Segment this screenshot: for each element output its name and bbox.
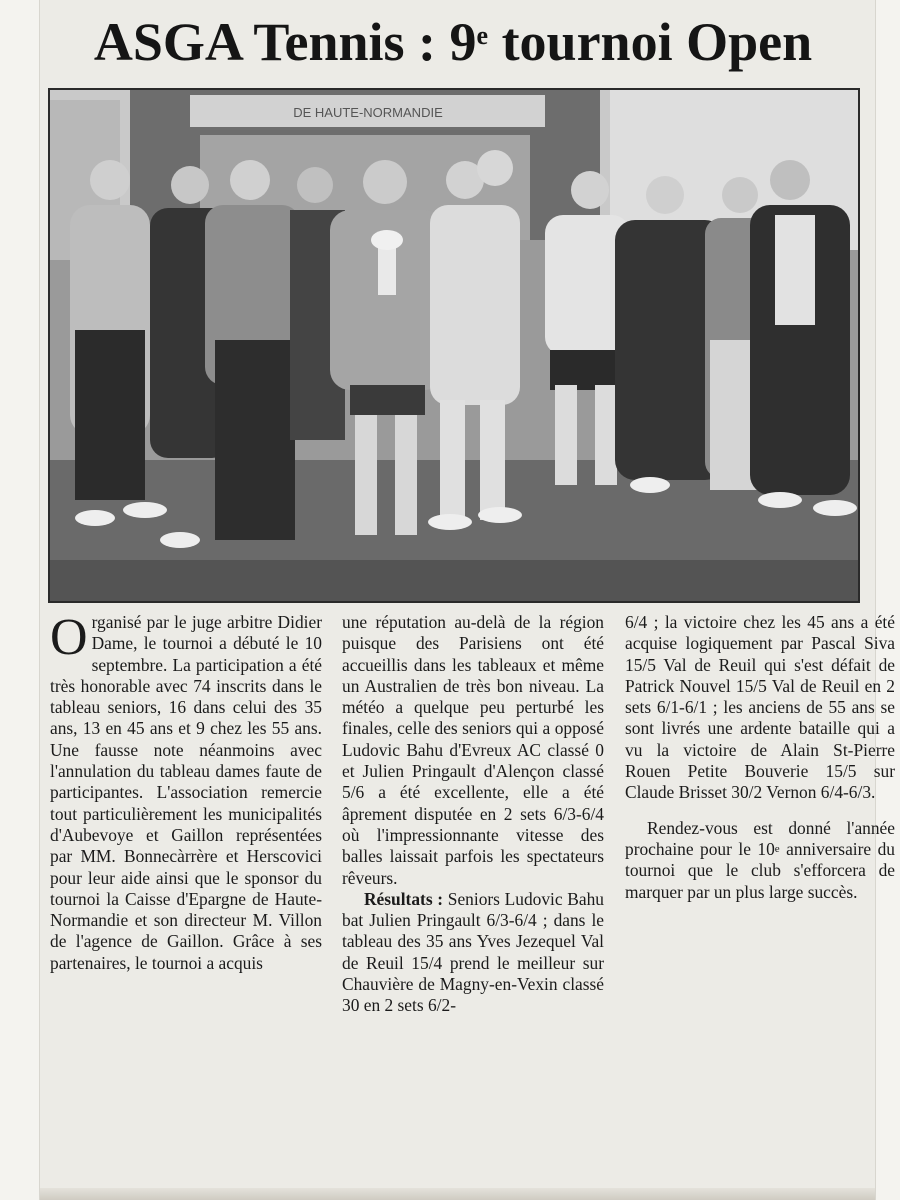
article-column-1: [50, 609, 322, 1197]
results-label: Résultats :: [364, 888, 444, 909]
article-body: [50, 609, 895, 1197]
drop-cap: O: [50, 609, 88, 666]
article-headline: ASGA Tennis : 9e tournoi Open: [93, 12, 813, 72]
article-column-2: [342, 612, 604, 1017]
team-photo: [48, 88, 860, 603]
column-3-text: 6/4 ; la victoire chez les 45 ans a été acquise logiquement par Pascal Siva 15/5 Val de Reuil qui s'est défait de Patrick Nouvel 15/5 Val de Reuil en 2 sets 6/1-6/1 ; les anciens de 55 ans se sont livrés une ardente bataille qui a vu la victoire de Alain St-Pierre Rouen Petite Bouverie 15/5 sur Claude Brisset 30/2 Vernon 6/4-6/3.: [625, 612, 895, 803]
column-1-text: rganisé par le juge arbitre Didier Dame, le tournoi a débuté le 10 septembre. La participation a été très honorable avec 74 inscrits dans le tableau seniors, 16 dans celui des 35 ans, 13 en 45 ans et 9 chez les 55 ans. Une fausse note néanmoins avec l'annulation du tableau dames faute de participantes. L'association remercie tout particulièrement les municipalités d'Aubevoye et Gaillon représentées par MM. Bonnecàrrère et Herscovici pour leur aide ainsi que le sponsor du tournoi la Caisse d'Epargne de Haute-Normandie et son directeur M. Villon de l'agence de Gaillon. Grâce à ses partenaires, le tournoi a acquis: [50, 612, 322, 973]
building-sign-text: DE HAUTE-NORMANDIE: [293, 105, 443, 120]
results-text: Seniors Ludovic Bahu bat Julien Pringault 6/3-6/4 ; dans le tableau des 35 ans Yves Jezequel Val de Reuil 15/4 prend le meilleur sur Chauvière de Magny-en-Vexin classé 30 en 2 sets 6/2-: [342, 888, 604, 1016]
article-column-3: 6/4 ; la victoire chez les 45 ans a été acquise logiquement par Pascal Siva 15/5 Val de Reuil qui s'est défait de Patrick Nouvel 15/5 Val de Reuil en 2 sets 6/1-6/1 ; les anciens de 55 ans se sont livrés une ardente bataille qui a vu la victoire de Alain St-Pierre Rouen Petite Bouverie 15/5 sur Claude Brisset 30/2 Vernon 6/4-6/3. Rendez-vous est donné l'année prochaine pour le 10e anniversaire du tournoi que le club s'efforcera de marquer par un plus large succès.: [625, 612, 895, 902]
column-2-text: une réputation au-delà de la région puisque des Parisiens ont été accueillis dans les tableaux et même un Australien de très bon niveau. La météo a quelque peu perturbé les finales, celle des seniors qui a opposé Ludovic Bahu d'Evreux AC classé 0 et Julien Pringault d'Alençon classé 5/6 a été excellente, elle a été âprement disputée en 2 sets 6/3-6/4 où l'impressionnante vitesse des balles laissait parfois les spectateurs rêveurs.: [342, 612, 604, 888]
closing-text-a: Rendez-vous est donné l'année prochaine pour le 10: [625, 817, 895, 859]
closing-text-b: anniversaire du tournoi que le club s'efforcera de marquer par un plus large succès.: [625, 838, 895, 902]
page-edge: [40, 1188, 875, 1200]
